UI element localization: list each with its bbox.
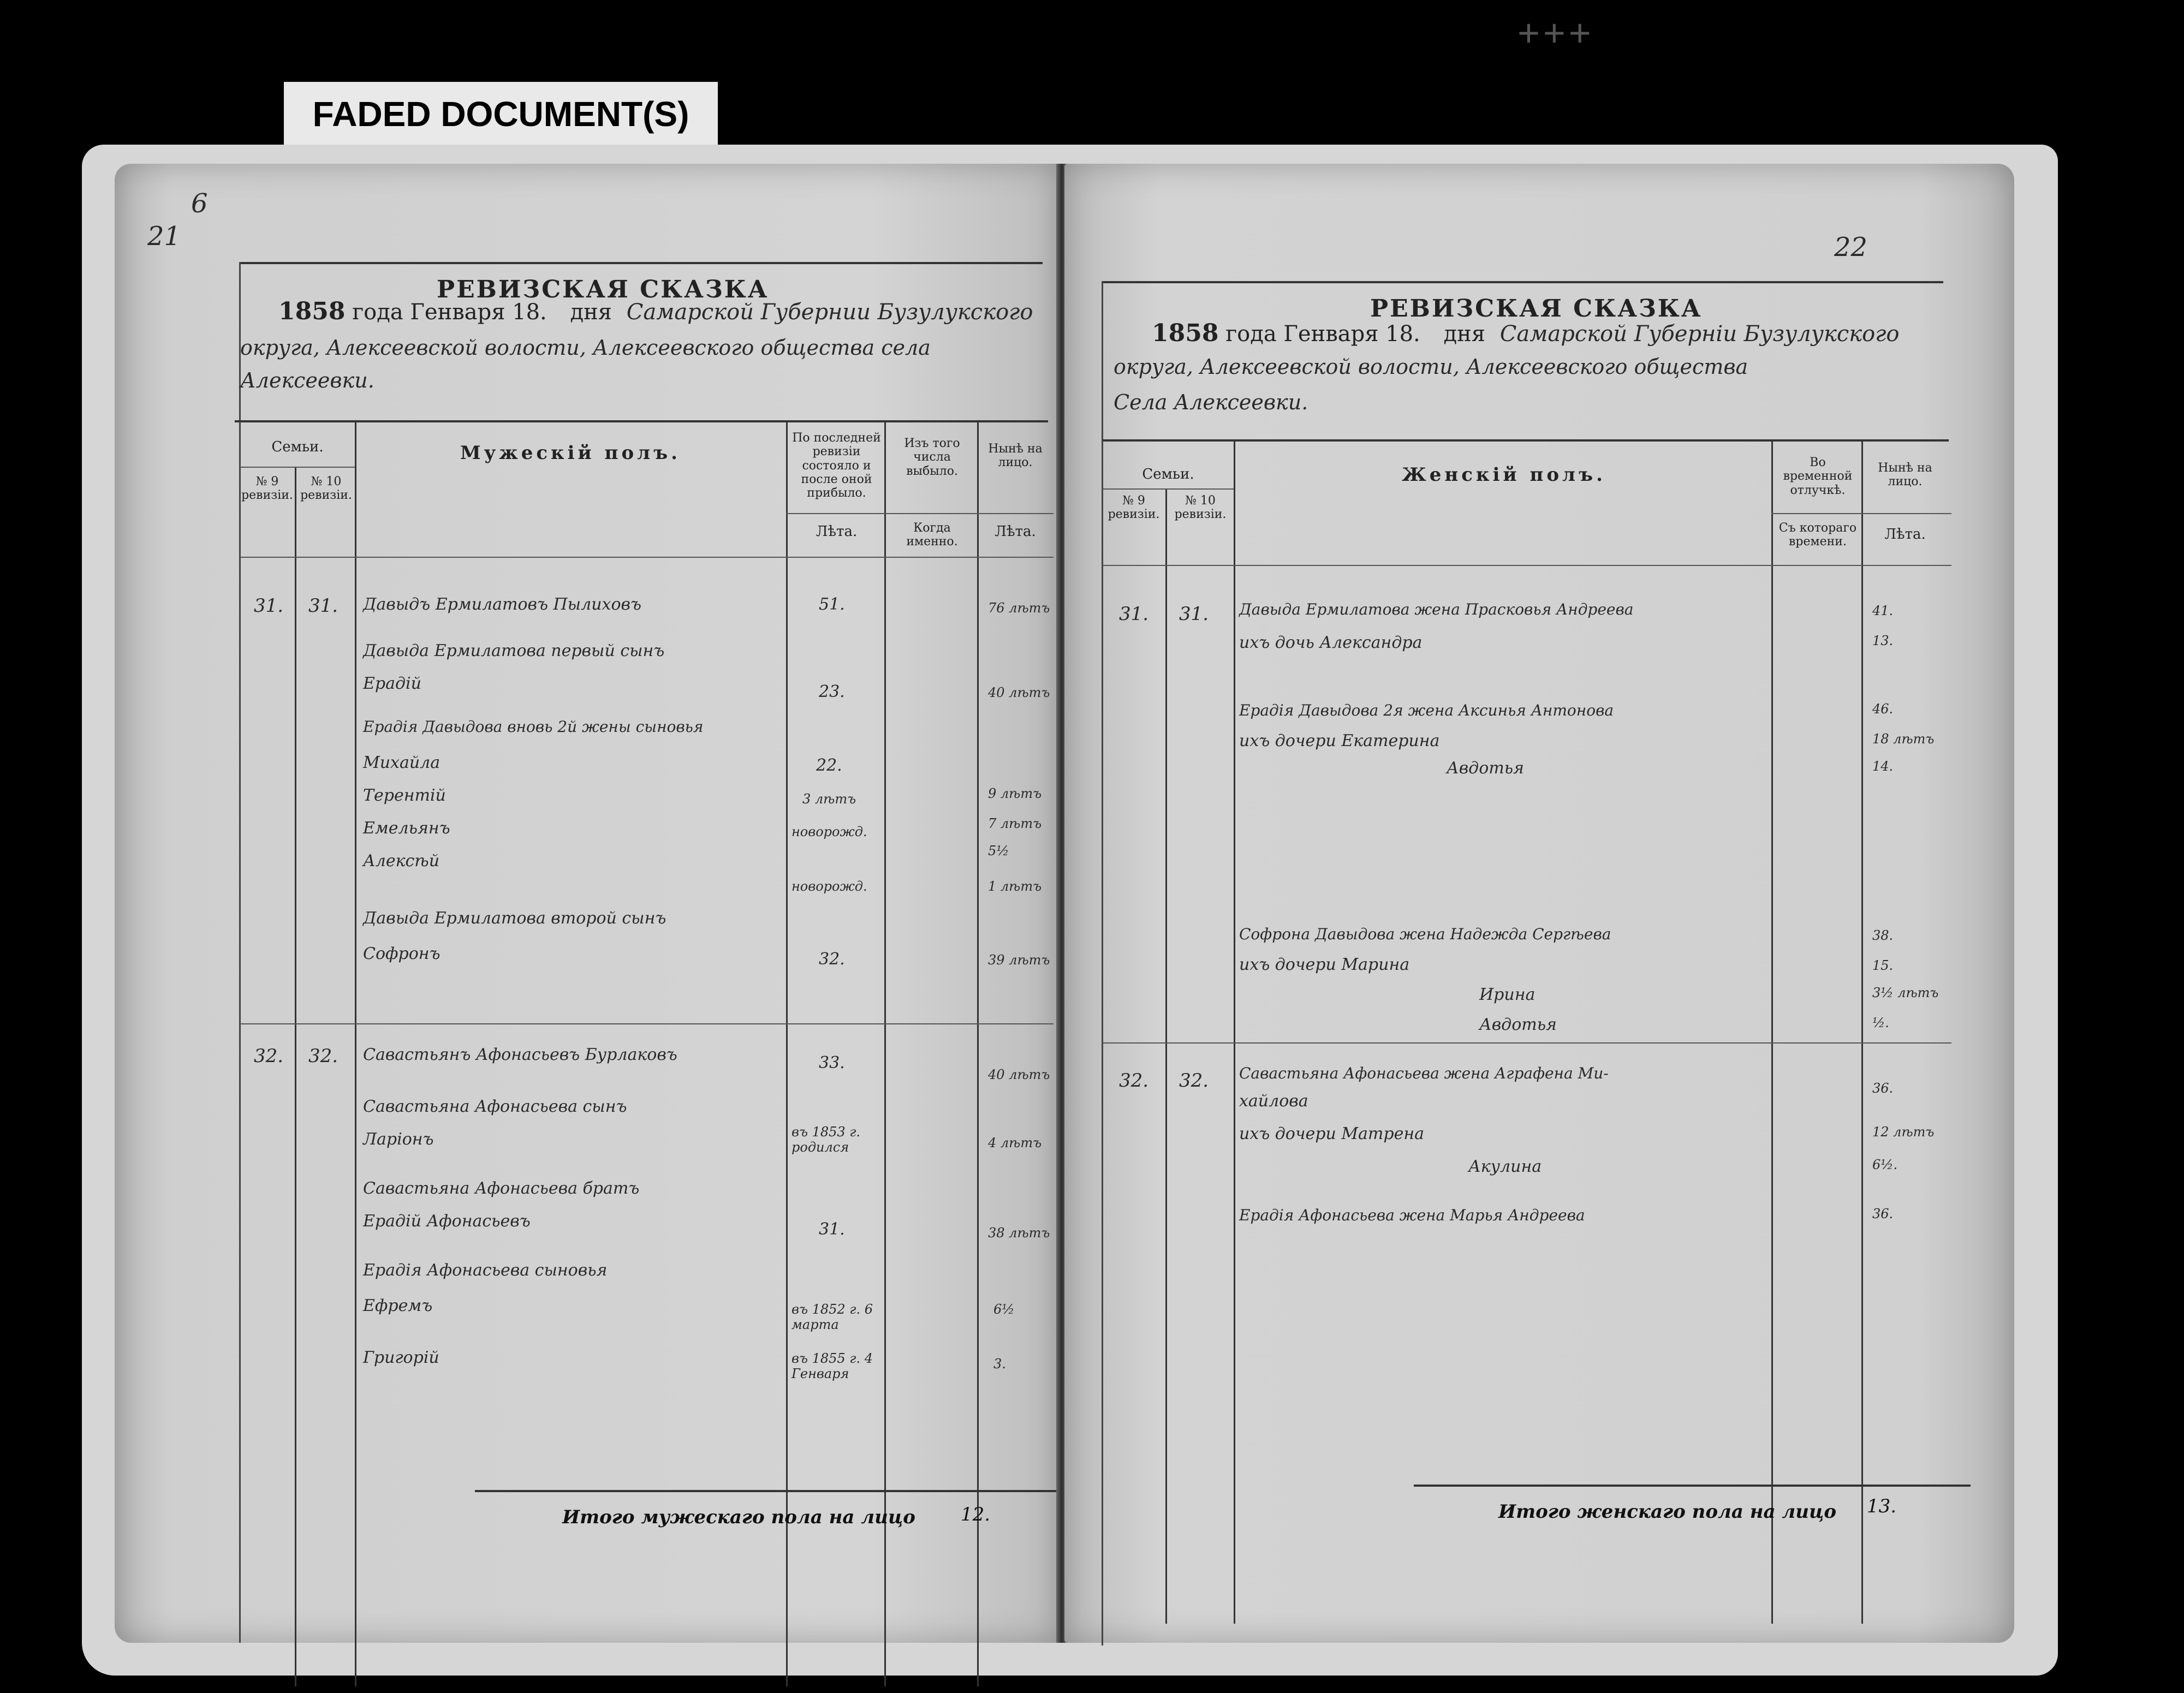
entry-name: ихъ дочери Марина <box>1239 955 1410 974</box>
faded-documents-label: FADED DOCUMENT(S) <box>284 82 718 146</box>
entry-now: 36. <box>1872 1081 1894 1096</box>
entry-name: Давыда Ермилатова второй сынъ <box>363 909 666 928</box>
female-total-label: Итого женскаго пола на лицо <box>1498 1501 1837 1523</box>
entry-now: 4 лѣтъ <box>988 1135 1042 1150</box>
entry-now: 46. <box>1872 701 1894 717</box>
header-line-1: Самарской Губернии Бузулукского <box>626 300 1033 325</box>
frame-left-rule <box>239 262 241 1643</box>
entry-no9: 32. <box>1119 1070 1149 1092</box>
entry-now: 13. <box>1872 633 1894 648</box>
entry-name: Алексѣй <box>363 851 440 871</box>
entry-no10: 31. <box>308 595 338 617</box>
header-line-2: округа, Алексеевской волости, Алексеевского общества <box>1114 355 1748 379</box>
entry-now: 38. <box>1872 928 1894 943</box>
col-female-sex: Женскій полъ. <box>1402 464 1606 486</box>
header-top-rule <box>1103 281 1943 283</box>
col-rule-4 <box>1861 439 1863 1624</box>
col-families: Семьи. <box>271 439 324 455</box>
entry-when: въ 1855 г. 4 Генваря <box>792 1351 873 1381</box>
page-title: РЕВИЗСКАЯ СКАЗКА <box>1370 295 1703 323</box>
entry-when: новорожд. <box>792 824 867 839</box>
entry-when: въ 1853 г. родился <box>792 1124 861 1155</box>
col-rule-4 <box>884 420 886 1686</box>
entry-now: 38 лѣтъ <box>988 1225 1050 1241</box>
col-last-revision: По последней ревизіи состояло и после оной прибыло. <box>792 431 881 500</box>
entry-name: Савастьянъ Афонасьевъ Бурлаковъ <box>363 1045 677 1064</box>
entry-when: въ 1852 г. 6 марта <box>792 1302 873 1332</box>
entry-name: ихъ дочери Екатерина <box>1239 731 1440 750</box>
entry-now: 3. <box>993 1356 1006 1372</box>
entry-name: Авдотья <box>1447 759 1524 778</box>
entry-name: Ерадiя Давыдова вновь 2й жены сыновья <box>363 718 704 736</box>
entry-name: Ерадiй <box>363 674 421 693</box>
date-line <box>278 297 1033 325</box>
entry-name: Ерадiя Давыдова 2я жена Аксинья Антонова <box>1239 701 1614 719</box>
entry-now: 5½ <box>988 843 1009 859</box>
entry-name: Савастьяна Афонасьева жена Аграфена Ми- <box>1239 1064 1609 1082</box>
table-top-rule <box>1103 439 1949 442</box>
entry-name: Савастьяна Афонасьева сынъ <box>363 1097 627 1116</box>
header-line-3: Алексеевки. <box>240 368 374 392</box>
page-number: 22 <box>1834 232 1868 263</box>
entry-no9: 31. <box>254 595 284 617</box>
entry-no10: 31. <box>1179 603 1209 625</box>
header-bottom-rule <box>240 557 1054 558</box>
entry-now: ½. <box>1872 1015 1889 1030</box>
year: 1858 <box>1152 319 1219 347</box>
entry-name: Ерадiя Афонасьева жена Марья Андреева <box>1239 1206 1585 1224</box>
table-top-rule <box>235 420 1048 422</box>
entry-age: 51. <box>819 595 845 614</box>
entry-name: Терентiй <box>363 786 446 805</box>
corner-stamp: +++ <box>1518 11 1594 54</box>
col-since-when: Съ котораго времени. <box>1778 521 1857 549</box>
male-total-label: Итого мужескаго пола на лицо <box>562 1506 915 1528</box>
entry-name: Ерадiй Афонасьевъ <box>363 1212 531 1231</box>
families-subrule <box>240 467 355 468</box>
entry-name: Ерадiя Афонасьева сыновья <box>363 1261 608 1280</box>
entry-now: 6½ <box>993 1302 1015 1317</box>
entry-name: Емельянъ <box>363 819 450 838</box>
entry-name: Давыда Ермилатова жена Прасковья Андреева <box>1239 600 1634 618</box>
entry-no9: 32. <box>254 1045 284 1067</box>
header-top-rule <box>240 262 1043 264</box>
entry-name: Давыдъ Ермилатовъ Пылиховъ <box>363 595 641 614</box>
entry-when: 3 лѣтъ <box>802 791 856 807</box>
entry-now: 40 лѣтъ <box>988 1067 1050 1082</box>
col-no9: № 9 ревизіи. <box>1108 494 1160 522</box>
date-text: года Генваря 18. <box>1225 321 1420 347</box>
day-word: дня <box>1443 321 1486 347</box>
entry-now: 14. <box>1872 759 1894 774</box>
col-no10: № 10 ревизіи. <box>1174 494 1227 522</box>
entry-name: хайлова <box>1239 1092 1308 1111</box>
col-rule-3 <box>1771 439 1773 1624</box>
entry-name: Ларiонъ <box>363 1130 434 1149</box>
col-departed: Изъ того числа выбыло. <box>904 437 960 478</box>
left-page <box>115 164 1059 1643</box>
col-male-sex: Мужескій полъ. <box>460 442 681 464</box>
col-present: Нынѣ на лицо. <box>1878 461 1932 489</box>
entry-age: 32. <box>819 950 845 969</box>
col-rule-3 <box>786 420 788 1686</box>
col-rule-2 <box>1165 488 1167 1624</box>
entry-name: Акулина <box>1468 1157 1542 1176</box>
entry-now: 6½. <box>1872 1157 1898 1172</box>
frame-left-rule <box>1102 281 1103 1646</box>
entry-now: 40 лѣтъ <box>988 685 1050 700</box>
female-total-value: 13. <box>1867 1495 1897 1517</box>
entry-now: 41. <box>1872 603 1894 618</box>
date-line <box>1152 319 1900 347</box>
entry-name: ихъ дочери Матрена <box>1239 1124 1424 1143</box>
col-rule-1 <box>355 420 356 1686</box>
entry-now: 1 лѣтъ <box>988 879 1042 894</box>
entry-no10: 32. <box>308 1045 338 1067</box>
entry-age: 31. <box>819 1220 845 1239</box>
col-temporarily-absent: Во временной отлучкѣ. <box>1783 456 1853 497</box>
col-present-years: Лѣта. <box>1884 526 1926 543</box>
entry-when: новорожд. <box>792 879 867 894</box>
entry-now: 76 лѣтъ <box>988 600 1050 616</box>
entry-now: 7 лѣтъ <box>988 816 1042 831</box>
col-rule-5 <box>977 420 979 1686</box>
page-title: РЕВИЗСКАЯ СКАЗКА <box>437 276 769 303</box>
entry-name: Ирина <box>1479 985 1536 1004</box>
ages-subrule <box>786 513 1054 514</box>
entry-now: 9 лѣтъ <box>988 786 1042 801</box>
col-last-revision-years: Лѣта. <box>816 523 858 540</box>
col-departed-when: Когда именно. <box>906 521 958 549</box>
col-no10: № 10 ревизіи. <box>300 475 352 503</box>
entry-name: Ефремъ <box>363 1296 433 1315</box>
family-separator <box>240 1023 1054 1024</box>
families-subrule <box>1103 488 1234 490</box>
year: 1858 <box>278 297 346 325</box>
entry-age: 23. <box>819 682 845 701</box>
entry-name: Авдотья <box>1479 1015 1557 1034</box>
entry-now: 18 лѣтъ <box>1872 731 1935 747</box>
header-bottom-rule <box>1103 565 1951 566</box>
entry-now: 15. <box>1872 958 1894 973</box>
col-families: Семьи. <box>1142 466 1194 482</box>
col-present: Нынѣ на лицо. <box>988 442 1043 470</box>
total-rule <box>1414 1485 1971 1487</box>
away-subrule <box>1771 513 1951 514</box>
entry-name: Софрона Давыдова жена Надежда Сергѣева <box>1239 925 1611 943</box>
entry-age: 22. <box>816 756 842 775</box>
header-line-2: округа, Алексеевской волости, Алексеевского общества села <box>240 336 931 360</box>
entry-no10: 32. <box>1179 1070 1209 1092</box>
col-no9: № 9 ревизіи. <box>241 475 293 503</box>
male-total-value: 12. <box>961 1504 991 1525</box>
entry-name: Давыда Ермилатова первый сынъ <box>363 641 665 660</box>
total-rule <box>475 1490 1064 1492</box>
date-text: года Генваря 18. <box>352 300 547 325</box>
entry-no9: 31. <box>1119 603 1149 625</box>
right-page <box>1064 164 2014 1643</box>
entry-age: 33. <box>819 1053 845 1072</box>
entry-name: Савастьяна Афонасьева братъ <box>363 1179 640 1198</box>
entry-name: Григорiй <box>363 1348 439 1367</box>
family-separator <box>1103 1042 1951 1044</box>
header-line-1: Самарской Губерніи Бузулукского <box>1499 321 1900 347</box>
entry-now: 39 лѣтъ <box>988 952 1050 968</box>
entry-name: ихъ дочь Александра <box>1239 633 1423 652</box>
day-word: дня <box>570 300 612 325</box>
col-rule-1 <box>1234 439 1235 1624</box>
header-line-3: Села Алексеевки. <box>1114 390 1308 414</box>
col-rule-2 <box>295 467 296 1686</box>
page-number: 21 <box>147 221 181 252</box>
entry-name: Михайла <box>363 753 441 772</box>
entry-now: 36. <box>1872 1206 1894 1221</box>
col-present-years: Лѣта. <box>995 523 1036 540</box>
entry-name: Софронъ <box>363 944 441 963</box>
entry-now: 3½ лѣтъ <box>1872 985 1939 1000</box>
folio-mark: 6 <box>191 188 208 219</box>
entry-now: 12 лѣтъ <box>1872 1124 1935 1140</box>
